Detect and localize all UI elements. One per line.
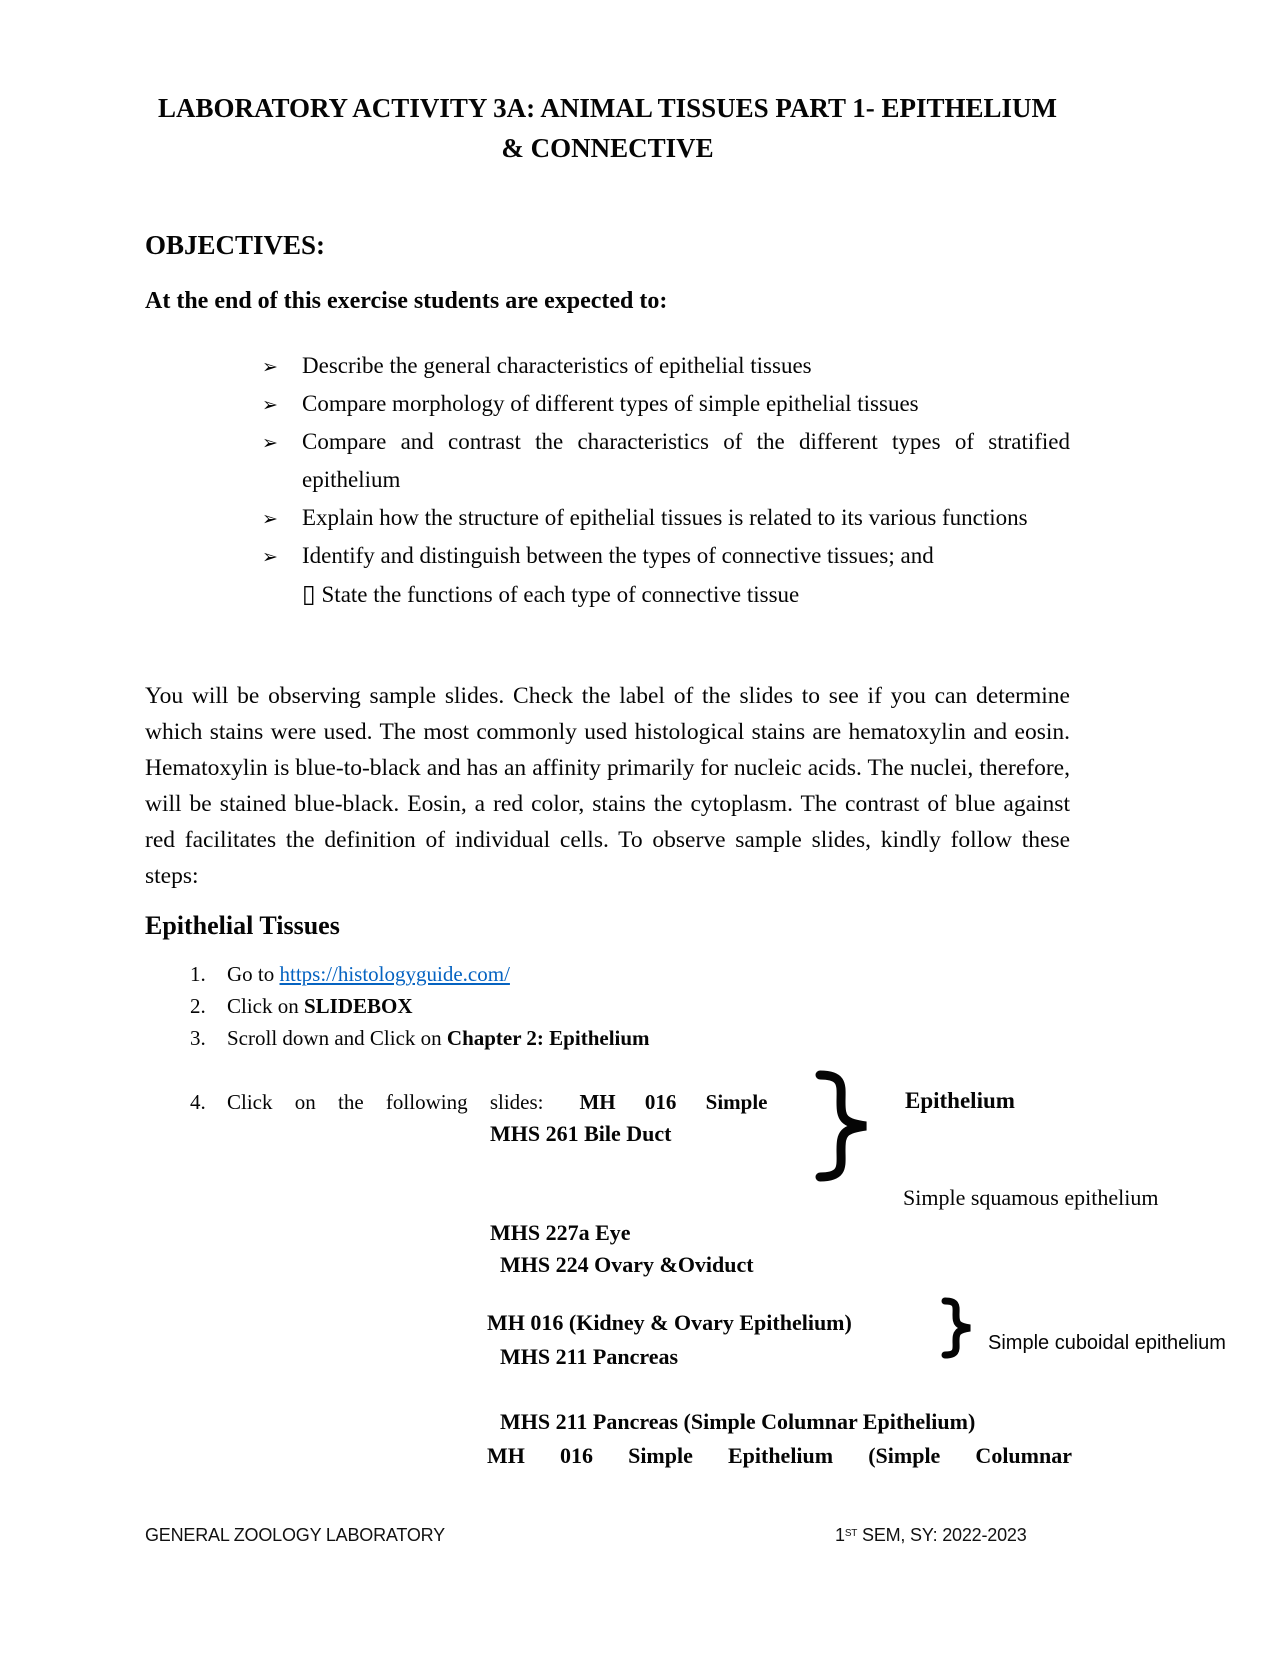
step-item-4	[145, 1086, 767, 1118]
step-item-1	[145, 958, 1070, 990]
step-number: 3.	[190, 1026, 206, 1050]
slide-name-pancreas: MHS 211 Pancreas	[500, 1344, 679, 1369]
epithelium-label: Epithelium	[905, 1088, 1015, 1113]
objective-text: Explain how the structure of epithelial tissues is related to its various functions	[302, 505, 1028, 530]
section-heading: Epithelial Tissues	[145, 911, 340, 940]
objectives-lead: At the end of this exercise students are expected to:	[145, 288, 668, 314]
list-item	[262, 385, 1070, 423]
curly-brace-large	[812, 1070, 878, 1182]
step-text: Go to	[227, 962, 280, 986]
step-item-3	[145, 1022, 1070, 1054]
title-line1-regular: EPITHELIUM	[881, 93, 1058, 123]
steps-list	[145, 958, 1070, 1054]
arrow-bullet-icon: ➢	[262, 432, 278, 454]
page-title	[145, 88, 1070, 168]
title-line2: & CONNECTIVE	[501, 133, 714, 163]
slide-name-kidney-ovary: MH 016 (Kidney & Ovary Epithelium)	[487, 1310, 852, 1335]
arrow-bullet-icon: ➢	[262, 356, 278, 378]
simple-squamous-label: Simple squamous epithelium	[903, 1185, 1159, 1210]
objectives-list	[145, 347, 1070, 614]
list-item	[262, 423, 1070, 499]
curly-brace-small	[940, 1297, 976, 1359]
list-item	[262, 499, 1070, 537]
list-item	[262, 537, 1070, 614]
objective-text: Identify and distinguish between the types of connective tissues; and	[302, 543, 934, 568]
step-text: Click on	[227, 994, 304, 1018]
missing-glyph-box-icon: ▯	[302, 579, 316, 608]
footer-right-superscript: ST	[844, 1528, 858, 1539]
list-item	[262, 347, 1070, 385]
step-text: Click on the following slides:	[227, 1090, 544, 1114]
step-bold-text: SLIDEBOX	[304, 994, 413, 1018]
slide-name-mh016-simple: MH 016 Simple	[579, 1090, 768, 1114]
title-line1	[158, 93, 1057, 123]
slide-name-eye: MHS 227a Eye	[490, 1220, 631, 1245]
step-text: Scroll down and Click on	[227, 1026, 447, 1050]
slide-name-pancreas-columnar: MHS 211 Pancreas (Simple Columnar Epithelium)	[500, 1409, 976, 1434]
objectives-heading: OBJECTIVES:	[145, 230, 326, 260]
title-line1-bold: LABORATORY ACTIVITY 3A: ANIMAL TISSUES PART 1-	[157, 93, 875, 123]
arrow-bullet-icon: ➢	[262, 546, 278, 568]
intro-paragraph: You will be observing sample slides. Check the label of the slides to see if you can determine which stains were used. The most commonly used histological stains are hematoxylin and eosin. Hematoxylin is blue-to-black and has an affinity primarily for nucleic acids. The nuclei, therefore, will be stained blue-black. Eosin, a red color, stains the cytoplasm. The contrast of blue against red facilitates the definition of individual cells. To observe sample slides, kindly follow these steps:	[145, 683, 1070, 889]
step-number: 2.	[190, 994, 206, 1018]
slide-name-simple-columnar-wrap: MH 016 Simple Epithelium (Simple Columnar	[487, 1443, 1072, 1468]
objective-text: Compare morphology of different types of simple epithelial tissues	[302, 391, 919, 416]
arrow-bullet-icon: ➢	[262, 394, 278, 416]
objective-text: Describe the general characteristics of epithelial tissues	[302, 353, 812, 378]
histologyguide-link[interactable]: https://histologyguide.com/	[279, 962, 510, 986]
footer-right-text: SEM, SY: 2022-2023	[862, 1525, 1027, 1545]
objective-sub-text: State the functions of each type of connective tissue	[321, 582, 800, 607]
step-bold-text: Chapter 2: Epithelium	[446, 1026, 650, 1050]
footer-right-number: 1	[835, 1525, 845, 1545]
step-item-2	[145, 990, 1070, 1022]
simple-cuboidal-label: Simple cuboidal epithelium	[988, 1332, 1226, 1354]
arrow-bullet-icon: ➢	[262, 508, 278, 530]
footer-right	[835, 1524, 1027, 1546]
step-number: 1.	[190, 962, 206, 986]
slide-name-ovary-oviduct: MHS 224 Ovary &Oviduct	[500, 1252, 754, 1277]
objective-text: Compare and contrast the characteristics of the different types of stratified epithelium	[302, 429, 1070, 492]
step-number: 4.	[190, 1090, 206, 1114]
slide-name-bile-duct: MHS 261 Bile Duct	[490, 1121, 672, 1146]
footer-left: GENERAL ZOOLOGY LABORATORY	[145, 1525, 445, 1545]
objective-sub-item	[302, 575, 1070, 614]
